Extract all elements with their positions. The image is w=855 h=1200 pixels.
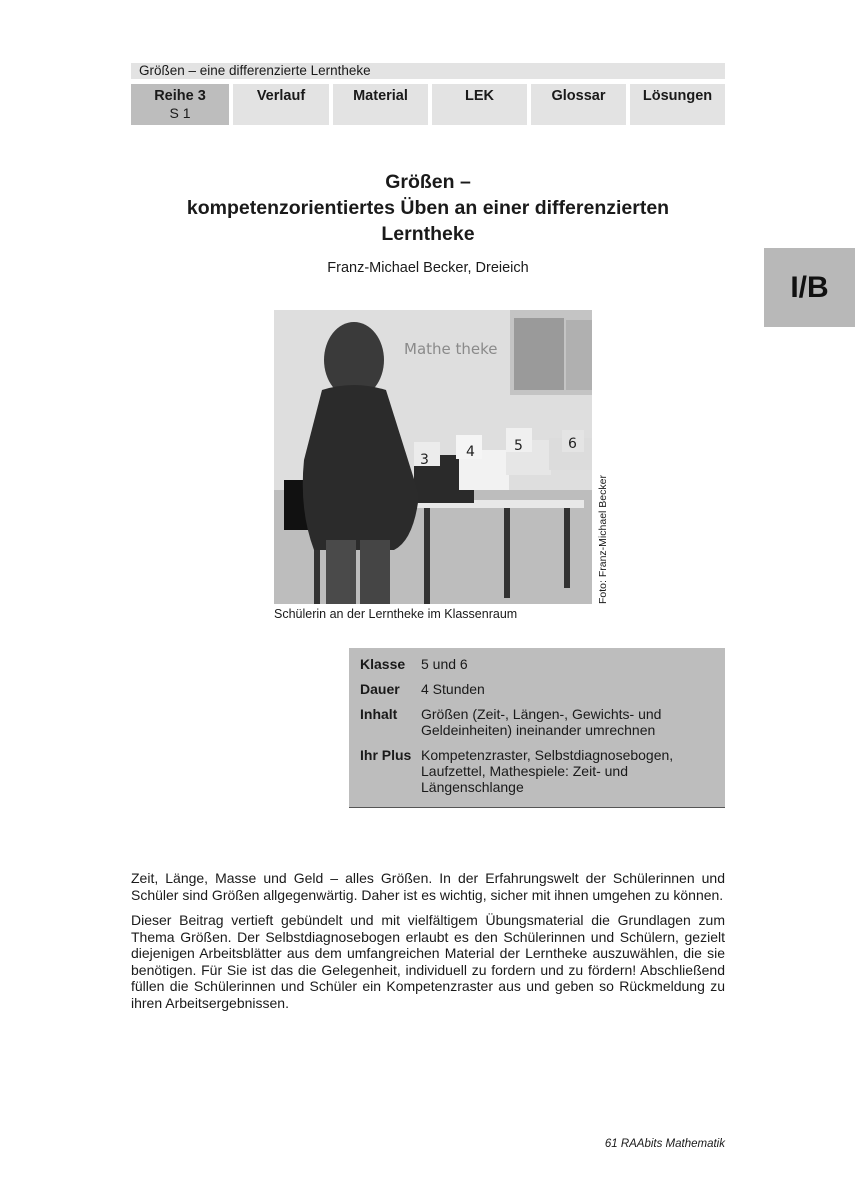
tab-label: Glossar bbox=[551, 88, 606, 104]
tab-label: Verlauf bbox=[256, 88, 306, 104]
author: Franz-Michael Becker, Dreieich bbox=[327, 260, 529, 276]
tab-lek[interactable] bbox=[432, 84, 527, 125]
chapter-tab: I/B bbox=[764, 248, 855, 327]
info-key: Ihr Plus bbox=[360, 747, 412, 763]
title-line: kompetenzorientiertes Üben an einer differenzierten bbox=[186, 197, 670, 219]
info-key: Inhalt bbox=[360, 706, 398, 722]
tray-number: 4 bbox=[466, 444, 475, 460]
photo-credit bbox=[596, 470, 610, 604]
paragraph: Dieser Beitrag vertieft gebündelt und mit vielfältigem Übungsmaterial die Grundlagen zum Thema Größen. Der Selbstdiagnosebogen erlaubt es den Schülerinnen und Schülern, gezielt diejenigen Arbeitsblätter aus dem umfangreichen Material der Lerntheke auszuwählen, die sie benötigen. Für Sie ist das die Gelegenheit, individuell zu fordern und zu fördern! Abschließend füllen die Schülerinnen und Schüler ein Kompetenzraster aus und geben so Rückmeldung zu ihren Arbeitsergebnissen. bbox=[131, 912, 725, 1011]
title-line: Lerntheke bbox=[381, 223, 475, 245]
section-nav bbox=[131, 84, 725, 125]
info-row bbox=[360, 747, 715, 795]
tab-loesungen[interactable] bbox=[630, 84, 725, 125]
tab-label: Material bbox=[353, 88, 408, 104]
tab-label: Reihe 3 bbox=[154, 88, 206, 104]
tab-sublabel: S 1 bbox=[169, 105, 191, 121]
tray-number: 3 bbox=[420, 452, 429, 468]
paragraph: Zeit, Länge, Masse und Geld – alles Größen. In der Erfahrungswelt der Schülerinnen und Schüler sind Größen allgegenwärtig. Daher ist es wichtig, sicher mit ihnen umgehen zu können. bbox=[131, 870, 725, 903]
tab-label: LEK bbox=[465, 88, 494, 104]
tray-number: 5 bbox=[514, 438, 523, 454]
tab-verlauf[interactable] bbox=[233, 84, 329, 125]
classroom-photo-illustration bbox=[274, 310, 592, 604]
info-key: Dauer bbox=[360, 681, 400, 697]
classroom-photo bbox=[274, 310, 592, 604]
info-box bbox=[349, 648, 725, 808]
photo-caption: Schülerin an der Lerntheke im Klassenraum bbox=[274, 607, 518, 621]
page-footer: 61 RAAbits Mathematik bbox=[604, 1138, 725, 1150]
tray-number: 6 bbox=[568, 436, 577, 452]
tab-material[interactable] bbox=[333, 84, 428, 125]
info-value: 4 Stunden bbox=[421, 681, 485, 697]
tab-glossar[interactable] bbox=[531, 84, 626, 125]
body-text bbox=[131, 870, 725, 1020]
tab-label: Lösungen bbox=[642, 88, 713, 104]
photo-credit-text: Foto: Franz-Michael Becker bbox=[597, 475, 609, 604]
info-row bbox=[360, 681, 715, 697]
series-title: Größen – eine differenzierte Lerntheke bbox=[131, 63, 725, 79]
tab-reihe[interactable] bbox=[131, 84, 229, 125]
info-value: 5 und 6 bbox=[421, 656, 468, 672]
info-row bbox=[360, 706, 715, 738]
info-row bbox=[360, 656, 715, 672]
info-key: Klasse bbox=[360, 656, 406, 672]
page-title bbox=[131, 169, 725, 247]
info-value: Kompetenzraster, Selbstdiagnosebogen, Laufzettel, Mathespiele: Zeit- und Längenschlange bbox=[421, 747, 674, 795]
info-value: Größen (Zeit-, Längen-, Gewichts- und Geldeinheiten) ineinander umrechnen bbox=[421, 706, 662, 738]
title-line: Größen – bbox=[385, 171, 471, 193]
wall-sign: Mathe theke bbox=[404, 340, 498, 358]
